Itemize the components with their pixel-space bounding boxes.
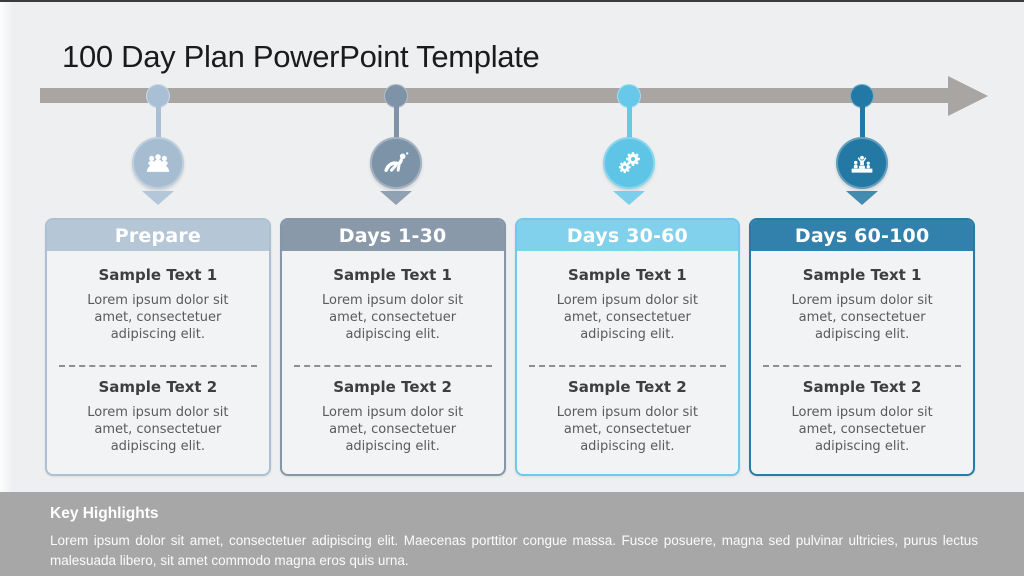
section-heading: Sample Text 2 [802,377,922,396]
gears-icon [603,137,655,189]
section-heading: Sample Text 1 [568,266,687,284]
section-text: Lorem ipsum dolor sit amet, consectetuer adipiscing elit. [791,293,933,343]
section-heading: Sample Text 1 [802,266,922,284]
key-highlights-heading: Key Highlights [50,505,159,522]
card-section [761,367,963,467]
section-text: Lorem ipsum dolor sit amet, consectetuer adipiscing elit. [322,293,464,343]
card-days-60-100 [749,218,975,476]
milestone-stem [394,103,399,140]
slide-top-edge [0,0,1024,2]
milestone-stem [156,103,161,140]
card-section [761,255,963,355]
milestone-pointer-icon [613,191,645,205]
section-heading: Sample Text 1 [98,266,218,284]
timeline-bar [40,88,948,103]
sprinter-icon [370,137,422,189]
card-header: Days 60-100 [751,220,973,251]
card-section [57,367,259,467]
milestone-pointer-icon [142,191,174,205]
slide-left-margin [0,2,12,492]
meeting-icon [132,137,184,189]
card-body [282,251,504,474]
page-title: 100 Day Plan PowerPoint Template [62,38,540,74]
card-header: Days 30-60 [517,220,739,251]
card-header: Days 1-30 [282,220,504,251]
card-prepare [45,218,271,476]
podium-icon [836,137,888,189]
section-text: Lorem ipsum dolor sit amet, consectetuer adipiscing elit. [322,404,464,454]
milestone-stem [627,103,632,140]
section-heading: Sample Text 2 [98,377,218,396]
card-days-30-60 [515,218,741,476]
card-section [292,367,494,467]
card-section [527,367,729,467]
key-highlights-text: Lorem ipsum dolor sit amet, consectetuer adipiscing elit. Maecenas porttitor congue massa. Fusce posuere, magna sed pulvinar ultricies, purus lectus malesuada libero, sit amet commodo magna eros quis urna. [50,533,978,568]
milestone-pointer-icon [380,191,412,205]
section-text: Lorem ipsum dolor sit amet, consectetuer adipiscing elit. [87,293,229,343]
card-days-1-30 [280,218,506,476]
card-section [527,255,729,355]
card-body [47,251,269,474]
card-section [57,255,259,355]
milestone-stem [860,103,865,140]
milestone-pointer-icon [846,191,878,205]
phase-cards-row [45,218,975,476]
card-section [292,255,494,355]
section-text: Lorem ipsum dolor sit amet, consectetuer adipiscing elit. [556,404,698,454]
section-heading: Sample Text 2 [333,377,452,396]
section-text: Lorem ipsum dolor sit amet, consectetuer adipiscing elit. [791,404,933,454]
card-body [517,251,739,474]
section-heading: Sample Text 1 [333,266,452,284]
key-highlights-panel [0,492,1024,576]
section-text: Lorem ipsum dolor sit amet, consectetuer adipiscing elit. [556,293,698,343]
section-text: Lorem ipsum dolor sit amet, consectetuer adipiscing elit. [87,404,229,454]
card-header: Prepare [47,220,269,251]
card-body [751,251,973,474]
section-heading: Sample Text 2 [568,377,687,396]
timeline-arrowhead-icon [948,76,988,116]
